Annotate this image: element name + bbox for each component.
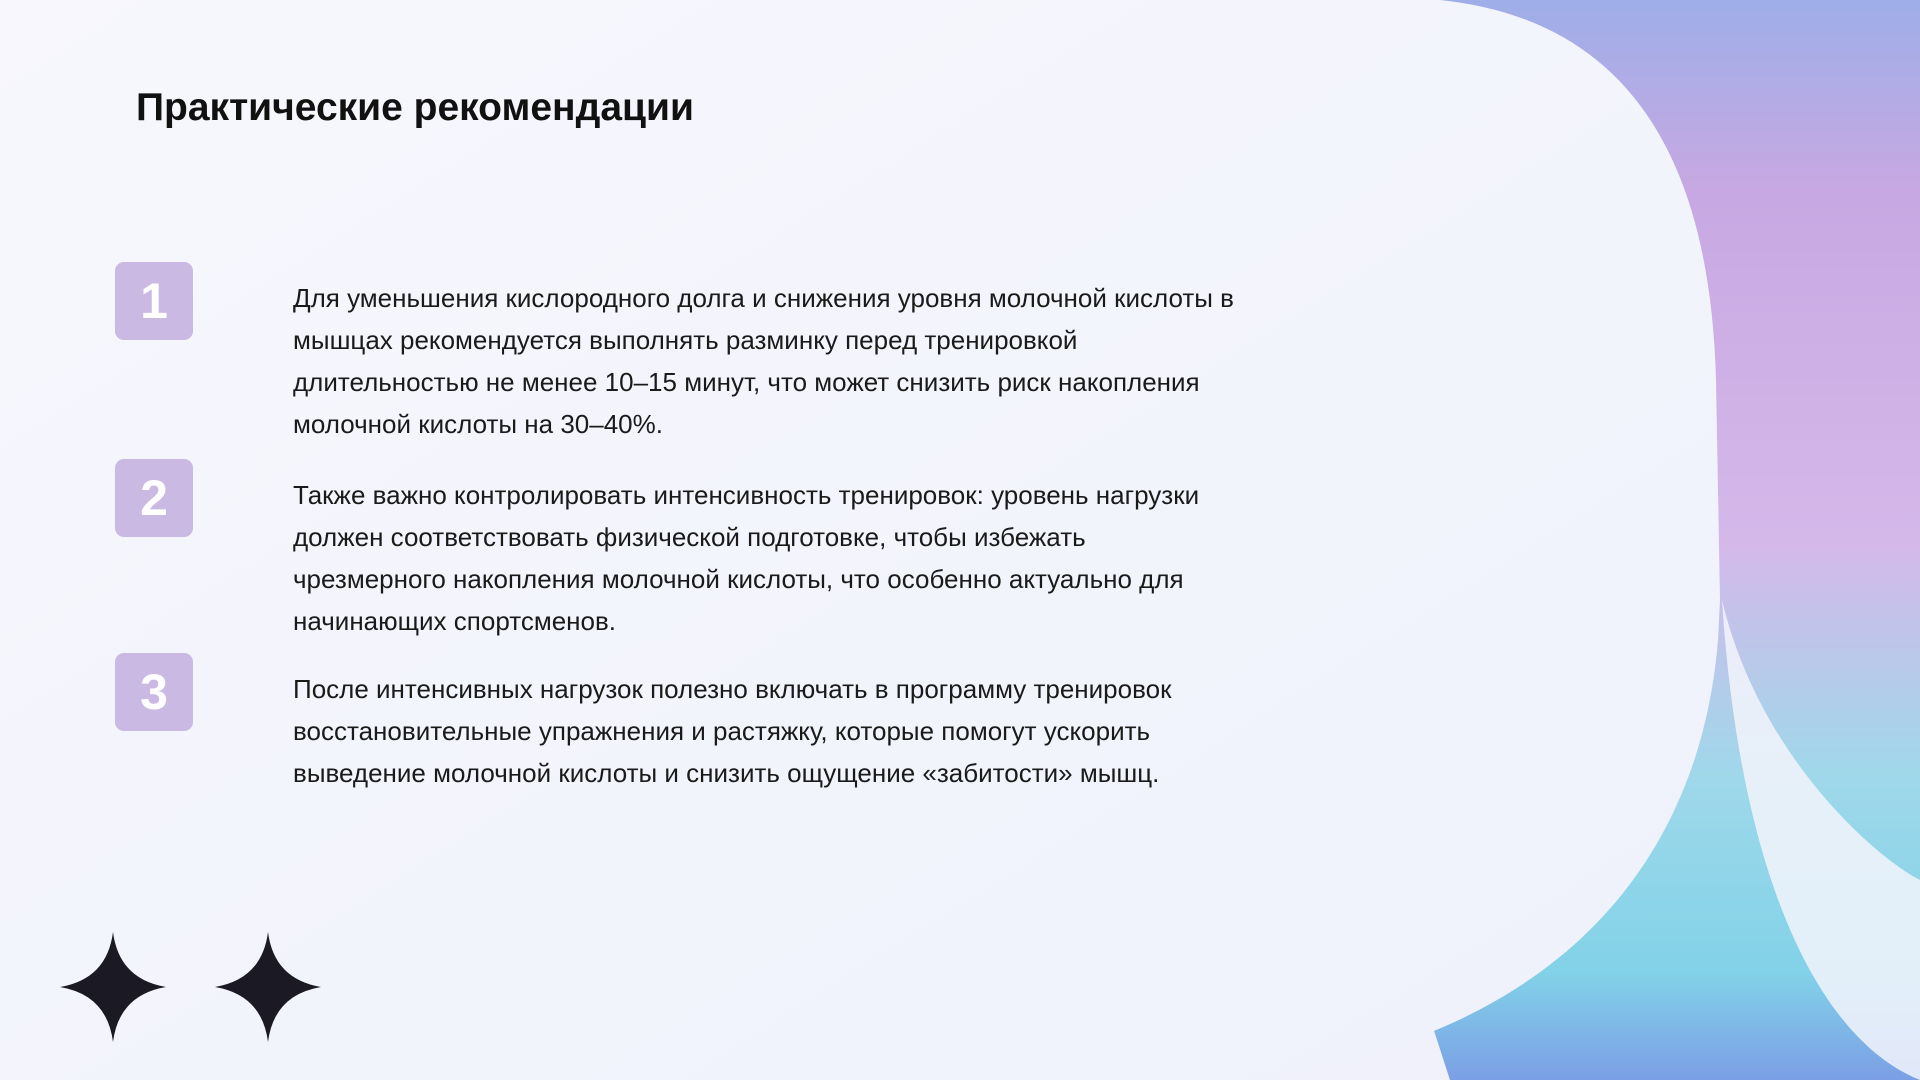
recommendation-item [115, 459, 1245, 642]
recommendation-text: Для уменьшения кислородного долга и снижения уровня молочной кислоты в мышцах рекомендуется выполнять разминку перед тренировкой длительностью не менее 10–15 минут, что может снизить риск накопления молочной кислоты на 30–40%. [293, 283, 1234, 439]
four-point-star-icon [60, 932, 166, 1042]
number-badge: 3 [115, 653, 193, 731]
four-point-star-icon [215, 932, 321, 1042]
decorative-stars [58, 930, 328, 1045]
number-badge: 1 [115, 262, 193, 340]
recommendation-item [115, 653, 1245, 794]
recommendation-item [115, 262, 1245, 445]
recommendation-text: Также важно контролировать интенсивность тренировок: уровень нагрузки должен соответствовать физической подготовке, чтобы избежать чрезмерного накопления молочной кислоты, что особенно актуально для начинающих спортсменов. [293, 480, 1200, 636]
page-title: Практические рекомендации [136, 86, 694, 129]
recommendation-text: После интенсивных нагрузок полезно включать в программу тренировок восстановительные упражнения и растяжку, которые помогут ускорить выведение молочной кислоты и снизить ощущение «забитости» мышц. [293, 674, 1172, 788]
number-badge: 2 [115, 459, 193, 537]
